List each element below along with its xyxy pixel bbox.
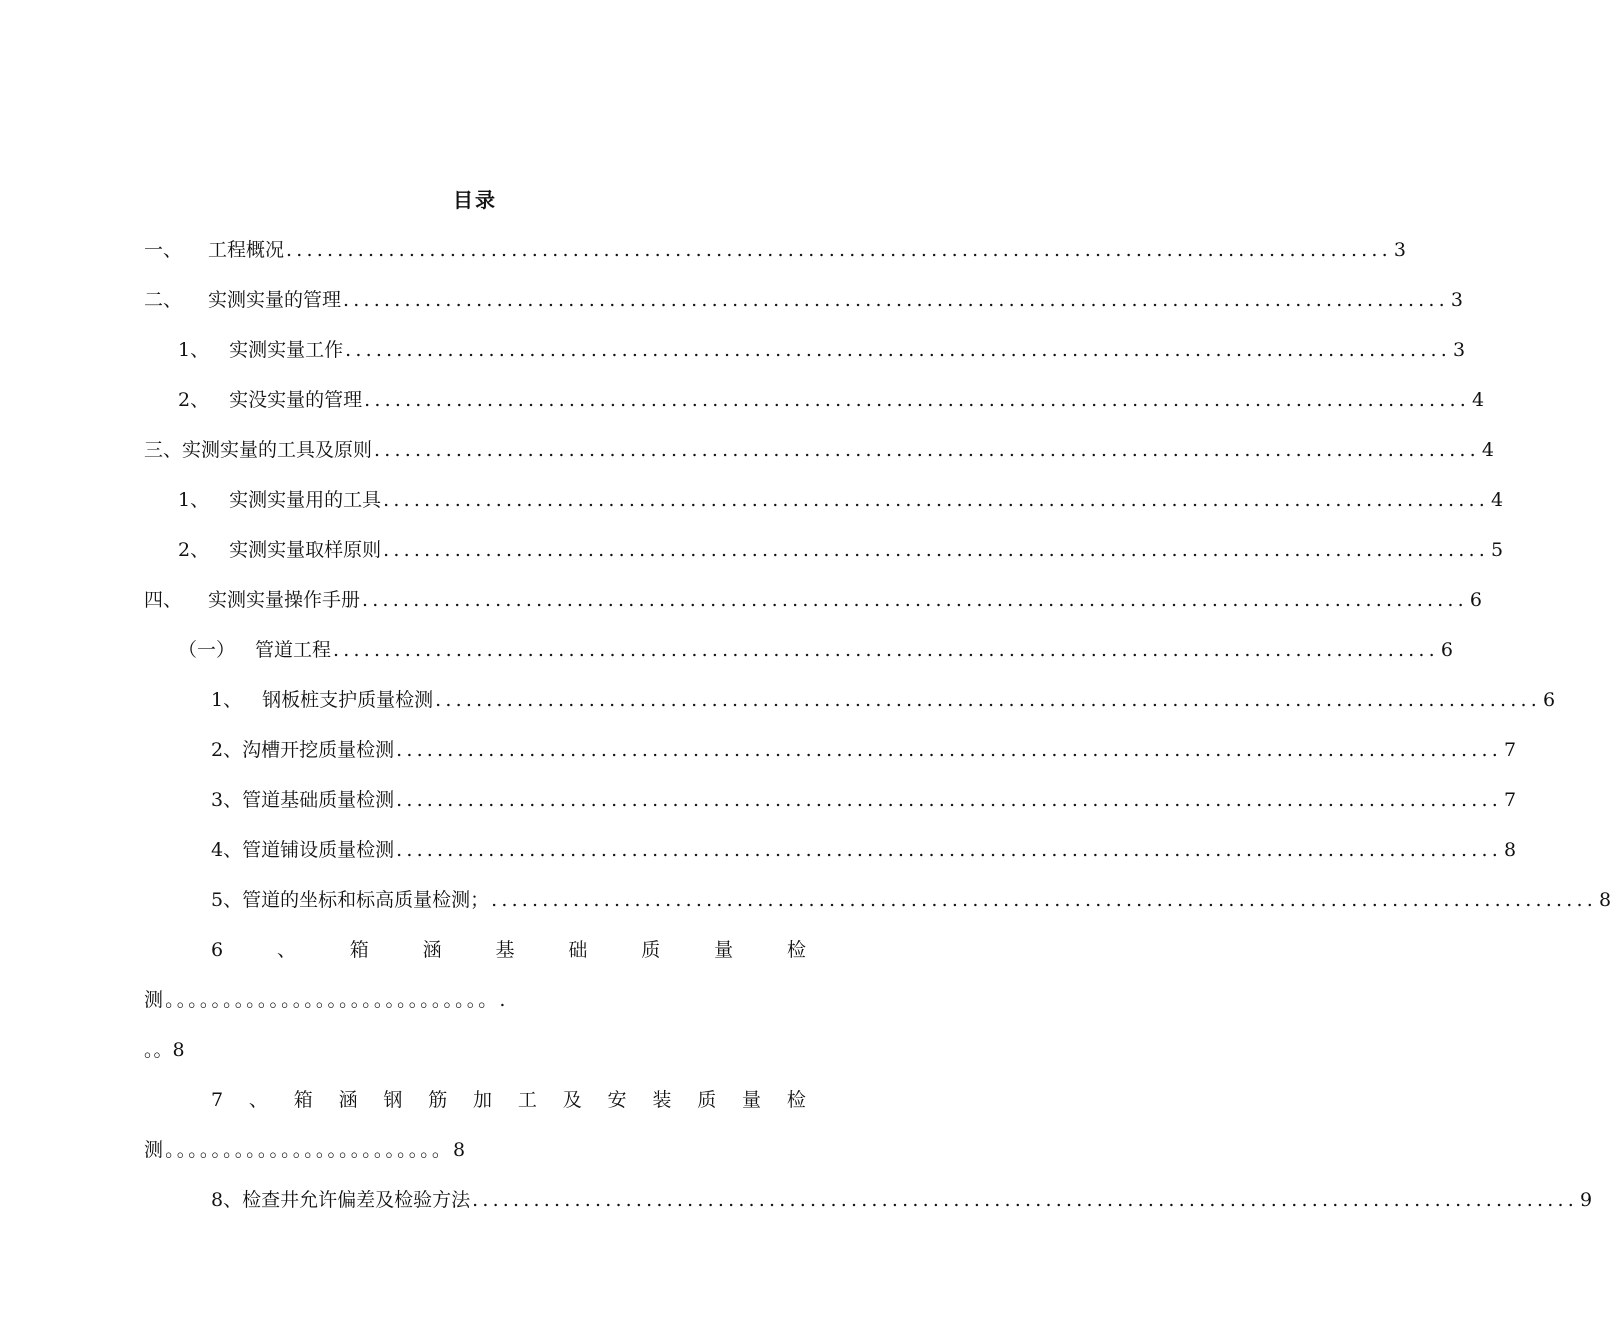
toc-entry[interactable]	[211, 784, 1517, 816]
toc-entry-text: 5、管道的坐标和标高质量检测；	[211, 889, 490, 911]
toc-entry[interactable]	[144, 434, 1494, 466]
toc-entry-text: 实测实量的管理	[208, 289, 342, 311]
toc-entry[interactable]	[211, 1184, 1593, 1216]
toc-page-number: 6	[1440, 639, 1453, 661]
toc-page-number: 7	[1503, 739, 1517, 761]
toc-char: 筋	[428, 1089, 448, 1111]
toc-entry-text: 钢板桩支护质量检测	[262, 689, 434, 711]
toc-char: 础	[568, 939, 588, 961]
toc-leader: ............................................................................................................	[396, 789, 1502, 811]
toc-char: 检	[786, 1089, 806, 1111]
toc-char: 箱	[293, 1089, 313, 1111]
toc-page-number: 4	[1471, 389, 1485, 411]
toc-leader: ............................................................................................................	[472, 1189, 1578, 1211]
toc-leader-circles: 测。。。。。。。。。。。。。。。。。。。。。。。。8	[144, 1139, 468, 1161]
toc-leader: ............................................................................................................	[286, 239, 1392, 261]
toc-page-number: 3	[1450, 289, 1463, 311]
toc-entry[interactable]	[178, 634, 1453, 666]
toc-page-number: 4	[1481, 439, 1494, 461]
toc-entry-number: 1、	[178, 339, 210, 361]
toc-char: 装	[652, 1089, 672, 1111]
toc-char: 检	[786, 939, 806, 961]
toc-char: 质	[641, 939, 661, 961]
toc-entry-number: 2、	[178, 389, 210, 411]
toc-entry-continuation	[144, 1134, 806, 1166]
toc-entry-text: 2、沟槽开挖质量检测	[211, 739, 395, 761]
toc-entry-text: 实测实量用的工具	[229, 489, 382, 511]
toc-entry[interactable]	[144, 584, 1482, 616]
toc-page-number: 3	[1393, 239, 1406, 261]
toc-char: 、	[248, 1089, 268, 1111]
toc-entry[interactable]	[211, 684, 1556, 716]
toc-entry[interactable]	[144, 234, 1406, 266]
toc-entry-number: 一、	[144, 239, 183, 261]
toc-entry-text: 工程概况	[208, 239, 285, 261]
toc-char: 6	[211, 939, 224, 961]
toc-entry-continuation	[144, 984, 806, 1016]
toc-char: 涵	[338, 1089, 358, 1111]
toc-leader: ............................................................................................................	[362, 589, 1468, 611]
toc-leader: ............................................................................................................	[364, 389, 1470, 411]
toc-entry[interactable]	[211, 834, 1517, 866]
toc-page-number: 5	[1490, 539, 1504, 561]
toc-leader: ............................................................................................................	[383, 539, 1489, 561]
toc-char: 安	[607, 1089, 627, 1111]
toc-entry[interactable]	[178, 384, 1485, 416]
toc-char: 加	[473, 1089, 493, 1111]
toc-entry-justified[interactable]	[211, 934, 806, 966]
toc-char: 质	[697, 1089, 717, 1111]
toc-entry-number: 四、	[144, 589, 183, 611]
toc-leader: ............................................................................................................	[435, 689, 1541, 711]
toc-entry-number: （一）	[178, 639, 236, 661]
toc-char: 、	[276, 939, 296, 961]
toc-char: 量	[742, 1089, 762, 1111]
toc-title: 目录	[453, 188, 497, 212]
toc-leader: ............................................................................................................	[374, 439, 1480, 461]
toc-char: 量	[714, 939, 734, 961]
toc-page-number: 3	[1452, 339, 1466, 361]
toc-entry[interactable]	[211, 884, 1611, 916]
toc-char: 钢	[383, 1089, 403, 1111]
toc-leader-circles: 测。。。。。。。。。。。。。。。。。。。。。。。。。。。。.	[144, 989, 508, 1011]
toc-page-number: 7	[1503, 789, 1517, 811]
toc-char: 涵	[422, 939, 442, 961]
toc-char: 基	[495, 939, 515, 961]
toc-leader: ............................................................................................................	[333, 639, 1439, 661]
toc-leader: ............................................................................................................	[396, 739, 1502, 761]
toc-entry[interactable]	[144, 284, 1463, 316]
toc-page-number: 6	[1542, 689, 1556, 711]
toc-char: 7	[211, 1089, 224, 1111]
toc-page-number: 9	[1579, 1189, 1593, 1211]
toc-page-number: 6	[1469, 589, 1482, 611]
toc-entry-continuation	[144, 1034, 806, 1066]
toc-entry[interactable]	[211, 734, 1517, 766]
toc-char: 箱	[349, 939, 369, 961]
toc-entry[interactable]	[178, 534, 1504, 566]
toc-entry-text: 4、管道铺设质量检测	[211, 839, 395, 861]
toc-entry-text: 3、管道基础质量检测	[211, 789, 395, 811]
toc-entry-number: 1、	[211, 689, 243, 711]
toc-entry-text: 三、实测实量的工具及原则	[144, 439, 373, 461]
toc-entry-number: 2、	[178, 539, 210, 561]
toc-page-number: 8	[1598, 889, 1611, 911]
toc-entry-text: 实没实量的管理	[229, 389, 363, 411]
toc-char: 及	[562, 1089, 582, 1111]
toc-entry-text: 实测实量工作	[229, 339, 344, 361]
toc-leader: ............................................................................................................	[343, 289, 1449, 311]
toc-page-number: 4	[1490, 489, 1504, 511]
toc-entry[interactable]	[178, 484, 1504, 516]
toc-entry-number: 二、	[144, 289, 183, 311]
toc-entry[interactable]	[178, 334, 1466, 366]
toc-leader: ............................................................................................................	[491, 889, 1597, 911]
toc-entry-justified[interactable]	[211, 1084, 806, 1116]
toc-entry-number: 1、	[178, 489, 210, 511]
toc-leader: ............................................................................................................	[345, 339, 1451, 361]
toc-leader-circles: 。。8	[144, 1039, 185, 1061]
toc-char: 工	[517, 1089, 537, 1111]
toc-page-number: 8	[1503, 839, 1517, 861]
toc-leader: ............................................................................................................	[383, 489, 1489, 511]
toc-entry-text: 实测实量操作手册	[208, 589, 361, 611]
toc-leader: ............................................................................................................	[396, 839, 1502, 861]
toc-entry-text: 8、检查井允许偏差及检验方法	[211, 1189, 471, 1211]
toc-entry-text: 实测实量取样原则	[229, 539, 382, 561]
toc-entry-text: 管道工程	[255, 639, 332, 661]
